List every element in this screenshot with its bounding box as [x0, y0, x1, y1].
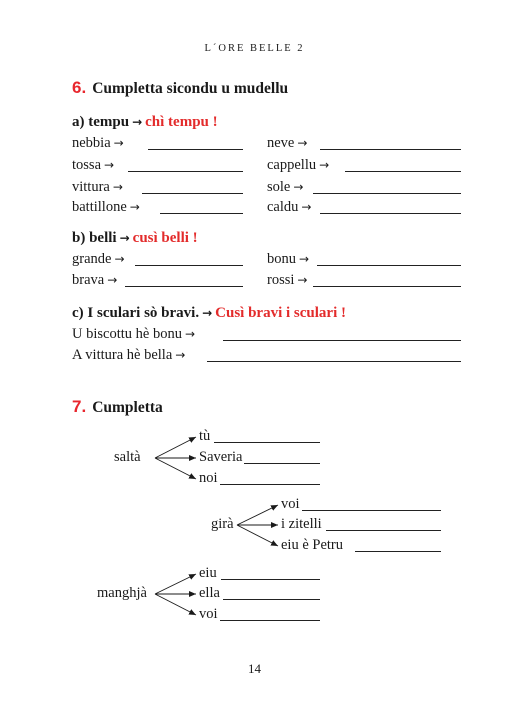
- tree-3-branch: voi: [199, 606, 218, 622]
- word-label: tossa: [72, 157, 101, 173]
- arrow-icon: →: [132, 115, 143, 129]
- word-label: grande: [72, 251, 112, 267]
- word-label: brava: [72, 272, 105, 288]
- tree-2-root: girà: [211, 516, 234, 532]
- word-label: vittura: [72, 179, 110, 195]
- tree-1-arrows: [155, 437, 196, 479]
- tree-1-branch: tù: [199, 428, 211, 444]
- arrow-icon: →: [184, 327, 196, 341]
- word-label: bonu: [267, 251, 296, 267]
- exercise-b-answer: cusì belli !: [132, 230, 198, 246]
- tree-1-branch: Saveria: [199, 449, 243, 465]
- tree-3-root: manghjà: [97, 585, 147, 601]
- word-label: battillone: [72, 199, 127, 215]
- arrow-icon: →: [297, 136, 308, 150]
- word-label: sole: [267, 179, 291, 195]
- tree-2-branch: eiu è Petru: [281, 537, 344, 553]
- arrow-icon: →: [129, 200, 140, 214]
- word-label: neve: [267, 135, 295, 151]
- arrow-icon: →: [301, 200, 312, 214]
- tree-2-arrows: [237, 505, 278, 546]
- section-6-title: Cumpletta sicondu u mudellu: [92, 80, 289, 97]
- section-6-number: 6.: [72, 78, 87, 97]
- tree-2-branch: i zitelli: [281, 516, 322, 532]
- arrow-icon: →: [113, 136, 124, 150]
- running-header: L´ORE BELLE 2: [204, 43, 305, 54]
- arrow-icon: →: [175, 348, 186, 362]
- answer-blank[interactable]: [220, 471, 320, 485]
- sentence-label: A vittura hè bella: [72, 347, 173, 363]
- answer-blank[interactable]: [223, 586, 320, 600]
- arrow-icon: →: [293, 180, 304, 194]
- arrow-icon: →: [114, 252, 125, 266]
- page-number: 14: [248, 661, 261, 676]
- exercise-a-label: a) tempu: [72, 114, 130, 130]
- tree-2-branch: voi: [281, 496, 300, 512]
- arrow-icon: →: [299, 252, 310, 266]
- answer-blank[interactable]: [355, 538, 441, 552]
- sentence-label: U biscottu hè bonu: [72, 326, 182, 342]
- arrow-icon: →: [112, 180, 123, 194]
- exercise-c-label: c) I sculari sò bravi.: [72, 305, 200, 321]
- answer-blank[interactable]: [326, 517, 441, 531]
- answer-blank[interactable]: [302, 497, 441, 511]
- answer-blank[interactable]: [244, 450, 320, 464]
- section-7-title: Cumpletta: [92, 399, 163, 416]
- arrow-icon: →: [104, 158, 115, 172]
- exercise-a-answer: chì tempu !: [145, 114, 218, 130]
- exercise-c-answer: Cusì bravi i sculari !: [215, 305, 346, 321]
- answer-blank[interactable]: [220, 607, 320, 621]
- section-7-number: 7.: [72, 397, 87, 416]
- tree-3-branch: eiu: [199, 565, 217, 581]
- arrow-icon: →: [319, 158, 330, 172]
- exercise-b-label: b) belli: [72, 230, 117, 246]
- answer-blank[interactable]: [214, 429, 320, 443]
- word-label: caldu: [267, 199, 299, 215]
- arrow-icon: →: [202, 306, 213, 320]
- word-label: rossi: [267, 272, 295, 288]
- arrow-icon: →: [297, 273, 308, 287]
- arrow-icon: →: [107, 273, 118, 287]
- tree-3-arrows: [155, 574, 196, 615]
- word-label: cappellu: [267, 157, 317, 173]
- word-label: nebbia: [72, 135, 111, 151]
- tree-1-root: saltà: [114, 449, 141, 465]
- tree-3-branch: ella: [199, 585, 220, 601]
- answer-blank[interactable]: [221, 566, 320, 580]
- tree-1-branch: noi: [199, 470, 218, 486]
- arrow-icon: →: [119, 231, 130, 245]
